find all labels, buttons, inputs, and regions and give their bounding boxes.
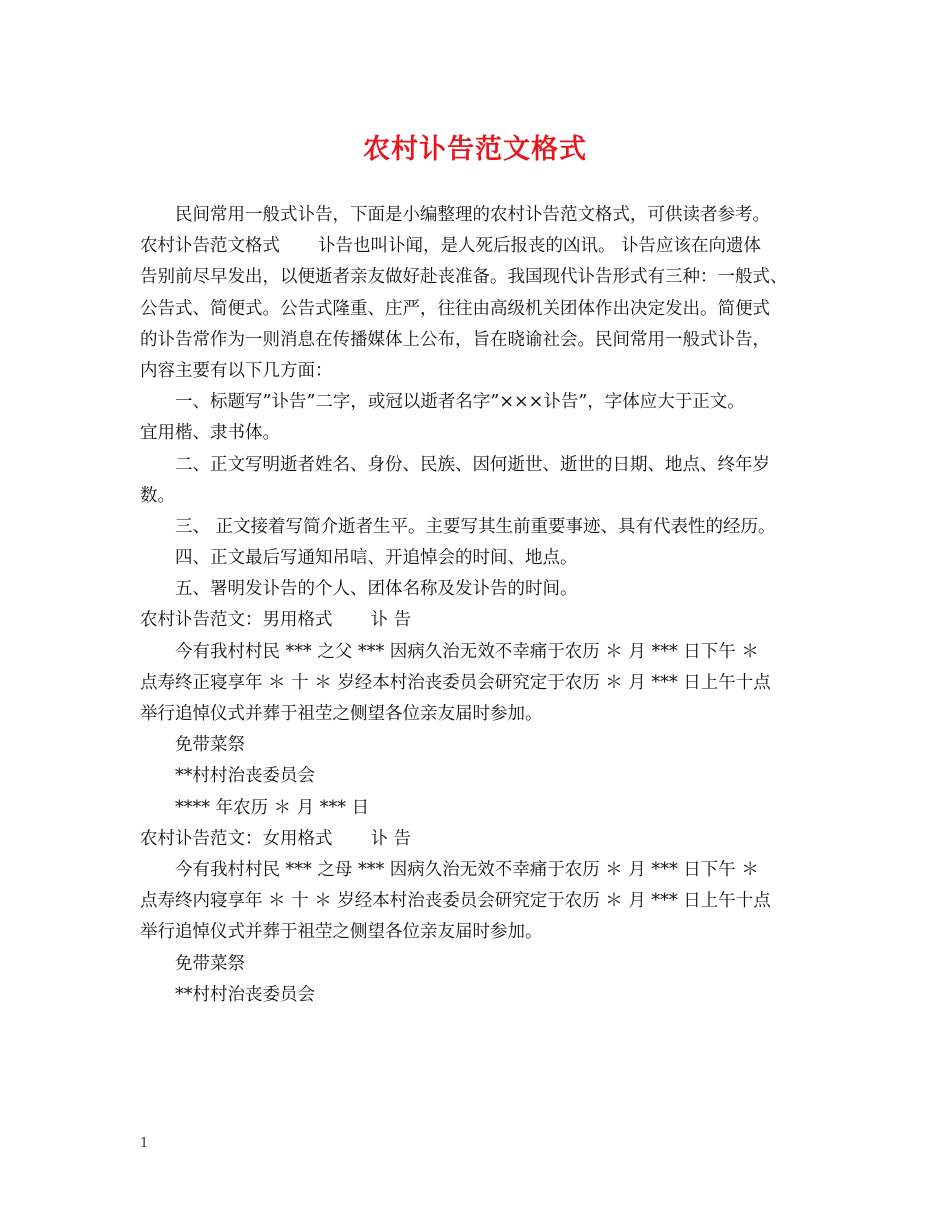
document-title: 农村讣告范文格式 — [363, 134, 587, 165]
text-line: 点寿终内寝享年 ＊ 十 ＊ 岁经本村治丧委员会研究定于农历 ＊ 月 *** 日上午十点 — [140, 891, 771, 912]
text-line: 的讣告常作为一则消息在传播媒体上公布，旨在晓谕社会。民间常用一般式讣告， — [140, 329, 770, 350]
text-line: 举行追悼仪式并葬于祖茔之侧望各位亲友届时参加。 — [140, 704, 543, 724]
text-line — [140, 824, 840, 855]
text-line: 今有我村村民 *** 之母 *** 因病久治无效不幸痛于农历 ＊ 月 *** 日下午 ＊ — [175, 859, 759, 880]
document-body — [140, 200, 840, 1011]
text-line: 今有我村村民 *** 之父 *** 因病久治无效不幸痛于农历 ＊ 月 *** 日下午 ＊ — [175, 641, 759, 662]
text-line: 宜用楷、隶书体。 — [140, 423, 280, 444]
text-line: **** 年农历 ＊ 月 *** 日 — [175, 797, 370, 818]
text-line: **村村治丧委员会 — [175, 984, 315, 1005]
text-line: 公告式、简便式。公告式隆重、庄严，往往由高级机关团体作出决定发出。简便式 — [140, 298, 770, 319]
text-line: 四、正文最后写通知吊唁、开追悼会的时间、地点。 — [175, 548, 578, 569]
text-line: 举行追悼仪式并葬于祖茔之侧望各位亲友届时参加。 — [140, 922, 543, 943]
text-line — [140, 231, 840, 262]
page-number: 1 — [140, 1136, 149, 1151]
text-line: 二、正文写明逝者姓名、身份、民族、因何逝世、逝世的日期、地点、终年岁 — [175, 454, 770, 475]
text-line: 免带菜祭 — [175, 953, 245, 974]
text-line: 五、署明发讣告的个人、团体名称及发讣告的时间。 — [175, 579, 578, 600]
text-line: 一、标题写”讣告”二字，或冠以逝者名字”×××讣告”，字体应大于正文。 — [175, 392, 745, 413]
text-segment: 讣 告 — [370, 828, 412, 849]
text-segment: 讣 告 — [370, 610, 412, 631]
text-segment: 农村讣告范文格式 — [140, 236, 280, 257]
text-line: 点寿终正寝享年 ＊ 十 ＊ 岁经本村治丧委员会研究定于农历 ＊ 月 *** 日上午十点 — [140, 672, 771, 693]
text-line: **村村治丧委员会 — [175, 766, 315, 787]
text-segment: 农村讣告范文：女用格式 — [140, 828, 333, 849]
text-line: 告别前尽早发出，以便逝者亲友做好赴丧准备。我国现代讣告形式有三种：一般式、 — [140, 267, 788, 288]
text-line — [140, 605, 840, 636]
text-line: 免带菜祭 — [175, 735, 245, 756]
text-segment: 讣告也叫讣闻，是人死后报丧的凶讯。 讣告应该在向遗体 — [318, 236, 762, 257]
text-segment: 农村讣告范文：男用格式 — [140, 610, 333, 631]
text-line: 数。 — [140, 485, 175, 506]
text-line: 内容主要有以下几方面： — [140, 360, 333, 381]
text-line: 三、 正文接着写简介逝者生平。主要写其生前重要事迹、具有代表性的经历。 — [175, 516, 776, 537]
text-line: 民间常用一般式讣告，下面是小编整理的农村讣告范文格式，可供读者参考。 — [175, 205, 770, 225]
